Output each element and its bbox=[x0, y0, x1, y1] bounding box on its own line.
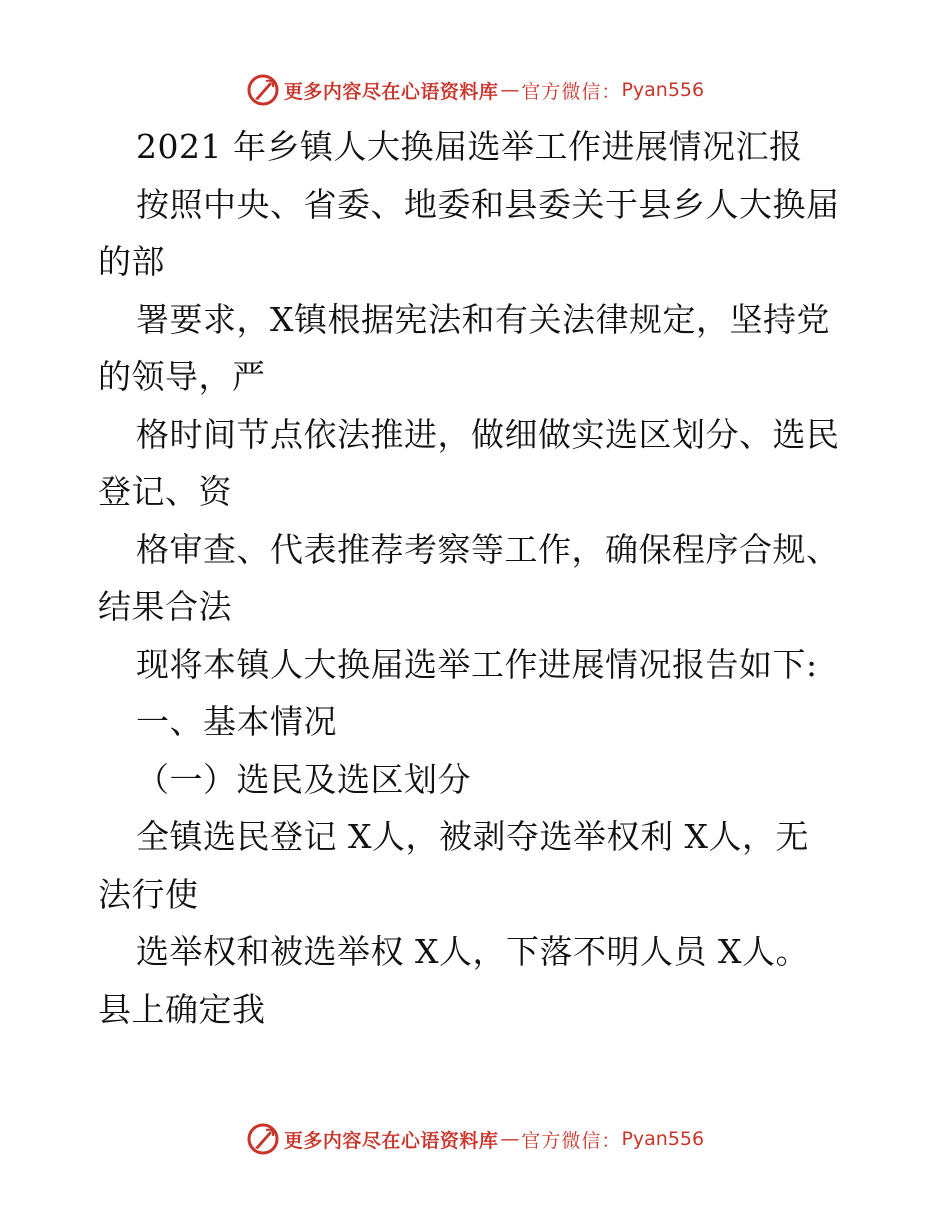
document-line: 署要求，X镇根据宪法和有关法律规定，坚持党 bbox=[136, 299, 830, 339]
document-line: 县上确定我 bbox=[98, 989, 266, 1029]
document-line: 现将本镇人大换届选举工作进展情况报告如下: bbox=[136, 644, 818, 684]
document-line: 格审查、代表推荐考察等工作，确保程序合规、 bbox=[136, 529, 840, 569]
document-line: 登记、资 bbox=[98, 472, 232, 511]
document-line: 一、基本情况 bbox=[136, 702, 337, 741]
document-line: 结果合法 bbox=[98, 587, 232, 626]
document-line: 法行使 bbox=[98, 874, 199, 914]
quill-logo-icon bbox=[246, 73, 280, 107]
document-line: 的部 bbox=[98, 242, 165, 281]
document-line: 选举权和被选举权 X人，下落不明人员 X人。 bbox=[136, 932, 809, 971]
document-line: （一）选民及选区划分 bbox=[136, 759, 471, 799]
quill-logo-icon bbox=[246, 1122, 280, 1156]
banner-promo-text: 更多内容尽在心语资料库 bbox=[283, 80, 499, 103]
document-body bbox=[98, 118, 888, 1038]
banner-contact-account: Pyan556 bbox=[621, 1128, 705, 1150]
banner-contact-label: 官方微信： bbox=[521, 1129, 622, 1152]
header-banner bbox=[0, 70, 950, 110]
banner-separator: — bbox=[500, 79, 520, 101]
document-line: 格时间节点依法推进，做细做实选区划分、选民 bbox=[136, 414, 840, 454]
banner-contact-label: 官方微信： bbox=[521, 80, 622, 103]
document-line: 2021 年乡镇人大换届选举工作进展情况汇报 bbox=[136, 127, 803, 166]
footer-banner bbox=[0, 1119, 950, 1159]
document-line: 全镇选民登记 X人，被剥夺选举权利 X人，无 bbox=[136, 817, 809, 856]
document-line: 按照中央、省委、地委和县委关于县乡人大换届 bbox=[136, 184, 840, 224]
banner-promo-text: 更多内容尽在心语资料库 bbox=[283, 1129, 499, 1152]
document-line: 的领导，严 bbox=[98, 357, 266, 396]
banner-contact-account: Pyan556 bbox=[621, 79, 705, 101]
banner-separator: — bbox=[500, 1128, 520, 1150]
